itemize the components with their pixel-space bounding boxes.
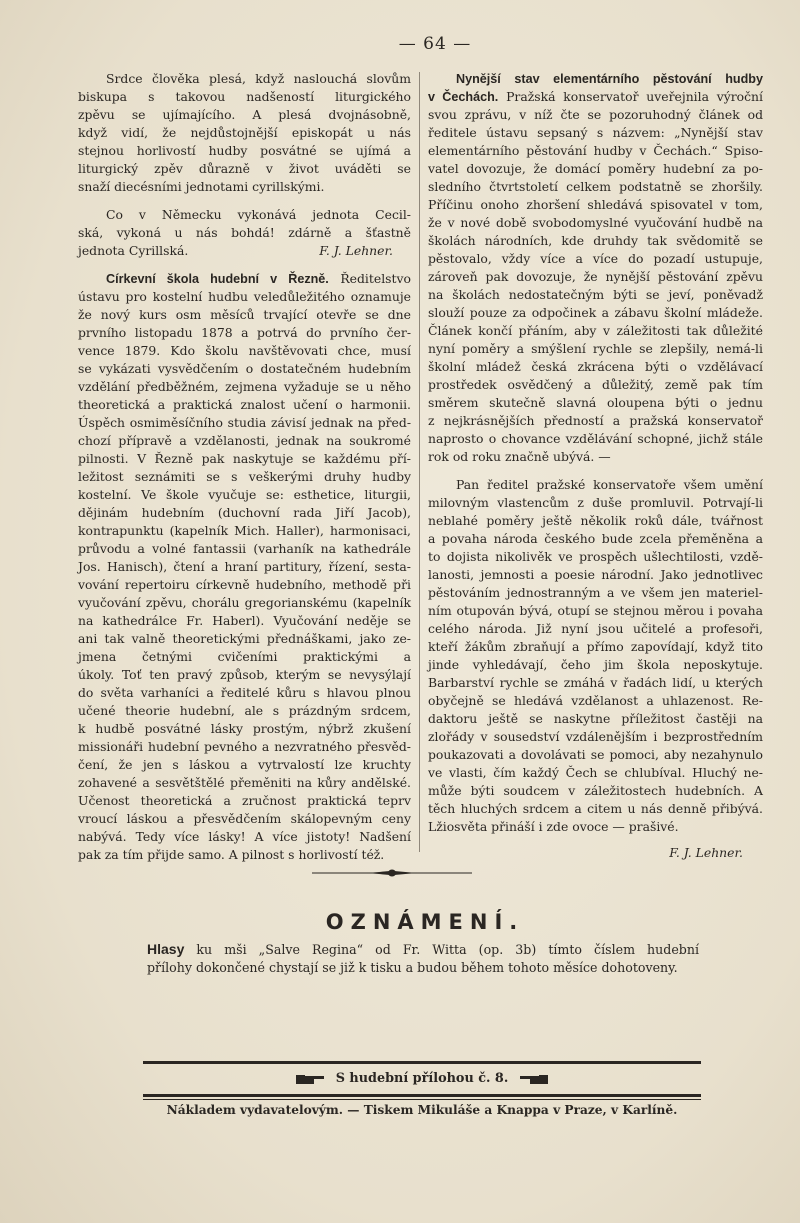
line-text: Článek končí přáním, aby v záležitosti tak důležité xyxy=(428,323,763,338)
line-text: elementárního pěstování hudby v Čechách.“ Spiso- xyxy=(428,143,763,158)
text-line xyxy=(428,448,763,466)
line-text: stejnou horlivostí hudby posvátné se ujímá a xyxy=(78,143,411,158)
text-line xyxy=(78,558,411,576)
notice-body xyxy=(147,940,699,977)
notice-title: OZNÁMENÍ. xyxy=(325,910,525,934)
text-line xyxy=(78,160,411,178)
text-line xyxy=(78,774,411,792)
text-line xyxy=(428,656,763,674)
line-text: ani tak valně theoretickými přednáškami, jako ze- xyxy=(78,631,411,646)
text-line xyxy=(78,486,411,504)
text-line xyxy=(78,828,411,846)
line-text: jmena četnými cvičeními praktickými a xyxy=(78,649,411,664)
line-text: milovným vlastencům z duše promluvil. Potrvají-li xyxy=(428,495,763,510)
line-text: vování repertoiru církevně hudebního, methodě při xyxy=(78,577,411,592)
line-text: Ředitelstvo xyxy=(340,271,411,286)
text-line xyxy=(428,394,763,412)
line-text: ve vlasti, čím každý Čech se chlubíval. Hluchý ne- xyxy=(428,765,763,780)
text-line xyxy=(428,494,763,512)
text-line xyxy=(428,178,763,196)
text-line xyxy=(78,342,411,360)
text-line xyxy=(78,142,411,160)
line-text: ředitele ústavu sepsaný s názvem: „Nynější stav xyxy=(428,125,763,140)
text-line xyxy=(428,566,763,584)
text-line xyxy=(428,692,763,710)
text-line xyxy=(78,684,411,702)
text-line xyxy=(428,476,763,494)
text-line xyxy=(428,286,763,304)
text-line xyxy=(428,250,763,268)
line-text: úkoly. Toť ten pravý způsob, kterým se nevysýlají xyxy=(78,667,411,682)
text-line xyxy=(78,432,411,450)
section-heading: Nynější stav elementárního pěstování hudby xyxy=(456,72,763,86)
section-heading: Církevní škola hudební v Řezně. xyxy=(106,272,329,286)
text-line xyxy=(78,666,411,684)
text-line xyxy=(78,414,411,432)
line-text: čení, že jen s láskou a vytrvalostí lze kruchty xyxy=(78,757,411,772)
notice-line-1: ku mši „Salve Regina“ od Fr. Witta (op. 3b) tímto číslem hudební xyxy=(184,942,699,957)
line-text: zohavené a sesvětštělé přeměniti na kůry andělské. xyxy=(78,775,411,790)
text-line xyxy=(428,512,763,530)
text-line xyxy=(428,322,763,340)
line-text: kontrapunktu (kapelník Mich. Haller), harmonisaci, xyxy=(78,523,411,538)
line-text: může býti soudcem v záležitostech hudebních. A xyxy=(428,783,763,798)
line-text: Učenost theoretická a zručnost praktická teprv xyxy=(78,793,411,808)
line-text: průvodu a volné fantassii (varhaník na kathedrále xyxy=(78,541,411,556)
text-line xyxy=(428,232,763,250)
line-text: chozí přípravě a vzdělanosti, jednak na soukromé xyxy=(78,433,411,448)
text-line xyxy=(78,70,411,88)
line-text: z nejkrásnějších předností a pražská konservatoř xyxy=(428,413,763,428)
supplement-label: S hudební přílohou č. 8. xyxy=(335,1071,509,1086)
text-line xyxy=(428,376,763,394)
line-text: prvního listopadu 1878 a potrvá do prvního čer- xyxy=(78,325,411,340)
text-line xyxy=(428,430,763,448)
line-text: do světa varhaníci a ředitelé kůru s hlavou plnou xyxy=(78,685,411,700)
text-line xyxy=(428,214,763,232)
text-line xyxy=(428,160,763,178)
text-line xyxy=(78,88,411,106)
line-text: vroucí láskou a přesvědčením skálopevným ceny xyxy=(78,811,411,826)
text-line xyxy=(78,540,411,558)
text-line xyxy=(78,242,411,260)
line-text: missionáři hudební pevného a nezvratného přesvěd- xyxy=(78,739,411,754)
text-line xyxy=(78,306,411,324)
text-line xyxy=(428,620,763,638)
text-line xyxy=(78,124,411,142)
line-text: těch hluchých srdcem a citem u nás denně přibývá. xyxy=(428,801,763,816)
text-line xyxy=(428,728,763,746)
line-text: nabývá. Tedy více lásky! A více jistoty! Nadšení xyxy=(78,829,411,844)
line-text: Úspěch osmiměsíčního studia závisí jednak na před- xyxy=(78,415,411,430)
text-line xyxy=(428,782,763,800)
author-signature: F. J. Lehner. xyxy=(319,243,393,258)
line-text: prostředek osvědčený a důležitý, země pak tím xyxy=(428,377,763,392)
line-text: školách národních, kde druhdy tak svědomitě se xyxy=(428,233,763,248)
text-line xyxy=(78,324,411,342)
line-text: theoretická a praktická znalost učení o harmonii. xyxy=(78,397,411,412)
line-text: pilnosti. V Řezně pak naskytuje se každému pří- xyxy=(78,451,411,466)
text-line xyxy=(78,576,411,594)
text-line xyxy=(428,124,763,142)
paragraph xyxy=(428,70,763,466)
line-text: vence 1879. Kdo školu navštěvovati chce, musí xyxy=(78,343,411,358)
line-text: celého národa. Již nyní jsou učitelé a profesoři, xyxy=(428,621,763,636)
section-heading: v Čechách. xyxy=(428,90,499,104)
line-text: obyčejně se hledává vzdělanost a uhlazenost. Re- xyxy=(428,693,763,708)
line-text: neblahé poměry ještě několik roků dále, tvářnost xyxy=(428,513,763,528)
text-line xyxy=(78,720,411,738)
ornament-divider xyxy=(312,868,472,878)
line-text: Co v Německu vykonává jednota Cecil- xyxy=(106,207,411,222)
line-text: dějinám hudebním (duchovní rada Jiří Jacob), xyxy=(78,505,411,520)
line-text: rok od roku značně ubývá. — xyxy=(428,449,611,464)
text-line xyxy=(428,710,763,728)
text-line xyxy=(428,340,763,358)
line-text: k hudbě posvátné lásky prostým, nýbrž zkušení xyxy=(78,721,411,736)
line-text: pěstovalo, vždy více a více do pozadí ustupuje, xyxy=(428,251,763,266)
text-line xyxy=(78,702,411,720)
text-line xyxy=(428,584,763,602)
line-text: zpěvu se ujímajícího. A plesá dvojnásobně, xyxy=(78,107,411,122)
line-text: Barbarství rychle se zmáhá v řadách lidí, u kterých xyxy=(428,675,763,690)
text-line xyxy=(78,792,411,810)
line-text: a povaha národa českého bude zcela přeměněna a xyxy=(428,531,763,546)
text-line xyxy=(78,594,411,612)
text-line xyxy=(428,530,763,548)
left-column xyxy=(78,70,411,864)
text-line xyxy=(78,522,411,540)
text-line xyxy=(78,648,411,666)
line-text: pak za tím přijde samo. A pilnost s horlivostí též. xyxy=(78,847,385,862)
pointing-hand-right-icon xyxy=(296,1073,326,1085)
line-text: vyučování zpěvu, chorálu gregorianskému (kapelník xyxy=(78,595,411,610)
column-divider xyxy=(419,72,420,852)
right-column xyxy=(428,70,763,862)
text-line xyxy=(78,206,411,224)
bottom-rule xyxy=(143,1094,701,1097)
text-line xyxy=(78,630,411,648)
line-text: daktoru ještě se naskytne příležitost častěji na xyxy=(428,711,763,726)
text-line xyxy=(428,304,763,322)
author-signature: F. J. Lehner. xyxy=(669,845,743,860)
notice-line-2: přílohy dokončené chystají se již k tisku a budou během tohoto měsíce dohotoveny. xyxy=(147,960,678,975)
line-text: kostelní. Ve škole vyučuje se: esthetice, liturgii, xyxy=(78,487,411,502)
text-line xyxy=(428,268,763,286)
text-line xyxy=(78,612,411,630)
line-text: se vykázati vysvědčením o dostatečném hudebním xyxy=(78,361,411,376)
line-text: jednota Cyrillská. xyxy=(78,243,189,258)
line-text: Lžiosvěta přináší i zde ovoce — prašivé. xyxy=(428,819,679,834)
text-line xyxy=(78,270,411,288)
line-text: biskupa s takovou nadšeností liturgického xyxy=(78,89,411,104)
text-line xyxy=(78,504,411,522)
line-text: Jos. Hanisch), čtení a hraní partitury, řízení, sesta- xyxy=(78,559,411,574)
paragraph xyxy=(78,70,411,196)
text-line xyxy=(78,756,411,774)
line-text: Srdce člověka plesá, když naslouchá slovům xyxy=(106,71,411,86)
line-text: ním otupován bývá, otupí se stejnou měrou i povaha xyxy=(428,603,763,618)
line-text: zlořády v sousedství vzdálenějším i bezprostředním xyxy=(428,729,763,744)
text-line xyxy=(428,88,763,106)
imprint: Nákladem vydavatelovým. — Tiskem Mikuláše a Knappa v Praze, v Karlíně. xyxy=(166,1103,678,1117)
text-line xyxy=(78,360,411,378)
line-text: zároveň pak dovozuje, že nynější pěstování zpěvu xyxy=(428,269,763,284)
line-text: liturgický zpěv důrazně v život uváděti se xyxy=(78,161,411,176)
bottom-rule-thin xyxy=(143,1099,701,1100)
text-line xyxy=(428,196,763,214)
text-line xyxy=(78,378,411,396)
text-line xyxy=(428,106,763,124)
line-text: jinde vyhledávají, čeho jim škola neposkytuje. xyxy=(428,657,763,672)
text-line xyxy=(78,224,411,242)
line-text: ústavu pro kostelní hudbu veledůležitého oznamuje xyxy=(78,289,411,304)
text-line xyxy=(78,846,411,864)
text-line xyxy=(428,764,763,782)
line-text: naprosto o chovance vzdělávání schopné, jichž stále xyxy=(428,431,763,446)
line-text: to dojista nikolivěk ve prospěch ušlechtilosti, vzdě- xyxy=(428,549,763,564)
text-line xyxy=(428,548,763,566)
line-text: sledního čtvrtstoletí celkem podstatně se zhoršily. xyxy=(428,179,763,194)
paragraph xyxy=(78,206,411,260)
line-text: když vidí, že nejdůstojnější episkopát u nás xyxy=(78,125,411,140)
line-text: snaží diecésními jednotami cyrillskými. xyxy=(78,179,325,194)
notice-lead: Hlasy xyxy=(147,941,185,957)
line-text: kteří žákům zbraňují a přímo zapovídají, když tito xyxy=(428,639,763,654)
line-text: Pan ředitel pražské konservatoře všem umění xyxy=(456,477,763,492)
text-line xyxy=(78,810,411,828)
line-text: vatel dovozuje, že domácí poměry hudební za po- xyxy=(428,161,763,176)
page-number: — 64 — xyxy=(398,34,472,54)
text-line xyxy=(428,638,763,656)
text-line xyxy=(428,602,763,620)
line-text: svou zprávu, v níž čte se pozoruhodný článek od xyxy=(428,107,763,122)
text-line xyxy=(78,288,411,306)
line-text: na kathedrálce Fr. Haberl). Vyučování neděje se xyxy=(78,613,411,628)
text-line xyxy=(428,70,763,88)
supplement-note xyxy=(143,1071,701,1086)
line-text: na školách nedostatečným býti se jeví, poněvadž xyxy=(428,287,763,302)
line-text: učené theorie hudební, ale s prázdným srdcem, xyxy=(78,703,411,718)
line-text: lanosti, jemnosti a poesie národní. Jako jednotlivec xyxy=(428,567,763,582)
pointing-hand-left-icon xyxy=(518,1073,548,1085)
paragraph xyxy=(428,476,763,862)
text-line xyxy=(428,818,763,836)
top-rule xyxy=(143,1061,701,1064)
text-line xyxy=(428,358,763,376)
text-line xyxy=(78,396,411,414)
line-text: ská, vykoná u nás bohdá! zdárně a šťastně xyxy=(78,225,411,240)
text-line xyxy=(428,746,763,764)
text-line xyxy=(428,412,763,430)
text-line xyxy=(78,468,411,486)
line-text: směrem skutečně slavná oloupena býti o jednu xyxy=(428,395,763,410)
paragraph xyxy=(78,270,411,864)
text-line xyxy=(78,450,411,468)
line-text: že v nové době svobodomyslné vyučování hudbě na xyxy=(428,215,763,230)
text-line xyxy=(428,800,763,818)
text-line xyxy=(78,106,411,124)
line-text: Pražská konservatoř uveřejnila výroční xyxy=(506,89,763,104)
text-line xyxy=(78,178,411,196)
line-text: poukazovati a dovolávati se pomoci, aby nezahynulo xyxy=(428,747,763,762)
text-line xyxy=(78,738,411,756)
line-text: Příčinu onoho zhoršení shledává spisovatel v tom, xyxy=(428,197,763,212)
line-text: ležitost seznámiti se s veškerými druhy hudby xyxy=(78,469,411,484)
line-text: pěstováním jednostranným a ve všem jen materiel- xyxy=(428,585,763,600)
line-text: slouží pouze za odpočinek a zábavu školní mládeže. xyxy=(428,305,763,320)
text-line xyxy=(428,674,763,692)
text-line xyxy=(428,142,763,160)
line-text: školní mládež česká zkrácena býti o vzdělávací xyxy=(428,359,763,374)
line-text: nyní poměry a smýšlení rychle se zlepšily, nemá-li xyxy=(428,341,763,356)
line-text: vzdělání předběžném, zejmena vyžaduje se u něho xyxy=(78,379,411,394)
line-text: že nový kurs osm měsíců trvající otevře se dne xyxy=(78,307,411,322)
